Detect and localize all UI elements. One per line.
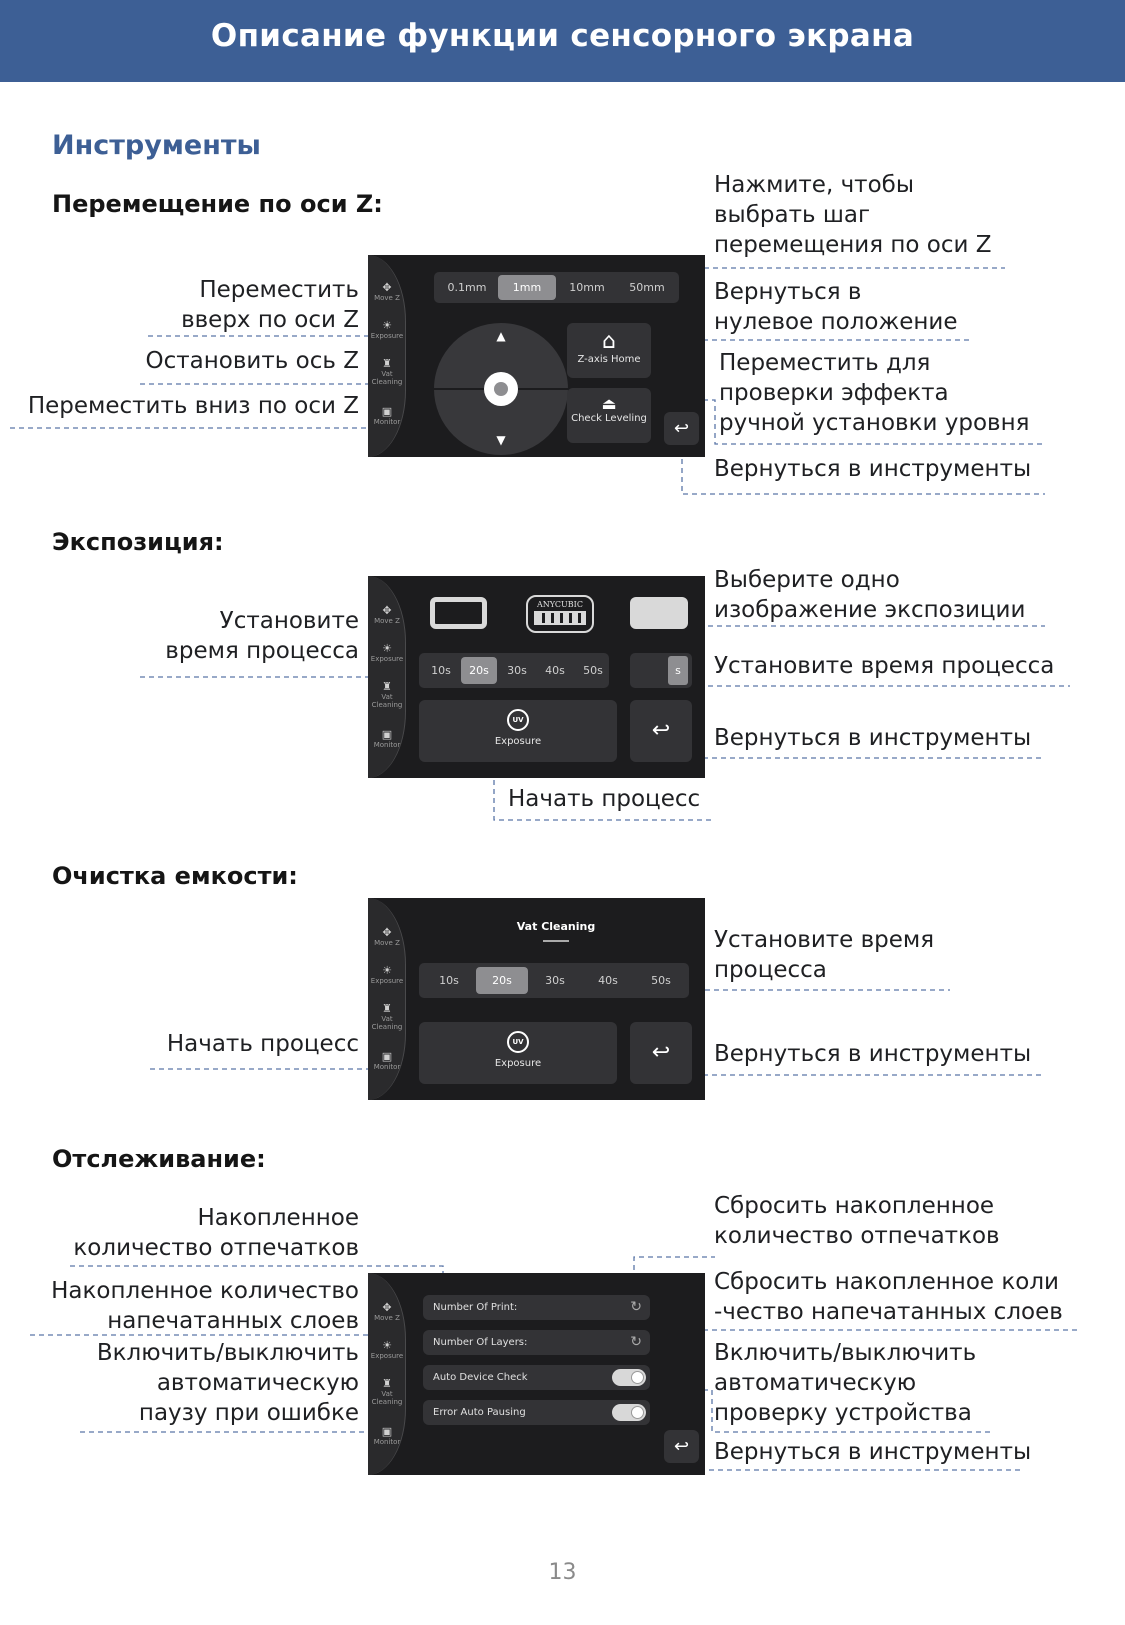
time-30s[interactable]: 30s bbox=[545, 974, 565, 987]
row-number-of-layers: Number Of Layers: ↻ bbox=[423, 1330, 650, 1355]
home-icon: ⌂ bbox=[602, 329, 616, 354]
ann-vat-start: Начать процесс bbox=[166, 1031, 359, 1057]
vat-icon: ♜ bbox=[382, 357, 392, 370]
sidebar bbox=[368, 576, 406, 778]
time-10s[interactable]: 10s bbox=[431, 664, 451, 677]
sidebar-item-move-z[interactable]: ✥ Move Z bbox=[368, 926, 406, 947]
sidebar-item-monitor[interactable]: ▣ Monitor bbox=[368, 728, 406, 749]
back-button[interactable] bbox=[630, 700, 692, 762]
monitor-icon: ▣ bbox=[381, 1050, 393, 1063]
image-option-frame[interactable] bbox=[430, 597, 487, 629]
back-icon: ↩ bbox=[651, 718, 671, 743]
vat-start-button[interactable]: UV Exposure bbox=[419, 1022, 617, 1084]
image-option-logo[interactable] bbox=[526, 595, 594, 633]
exposure-icon: ☀ bbox=[382, 964, 392, 977]
time-50s[interactable]: 50s bbox=[583, 664, 603, 677]
ann-reset-prints: Сбросить накопленное количество отпечатков bbox=[714, 1193, 1000, 1249]
ann-exposure-time-left: Установите время процесса bbox=[165, 608, 359, 664]
sidebar-item-vat[interactable]: ♜ Vat Cleaning bbox=[368, 357, 406, 386]
ann-device-check: Включить/выключить автоматическую проверку устройства bbox=[714, 1340, 977, 1426]
toggle-knob bbox=[631, 1406, 644, 1419]
time-50s[interactable]: 50s bbox=[651, 974, 671, 987]
ann-monitor-back: Вернуться в инструменты bbox=[714, 1439, 1032, 1465]
sidebar-item-exposure[interactable]: ☀ Exposure bbox=[368, 964, 406, 985]
move-z-icon: ✥ bbox=[382, 281, 392, 294]
reset-prints-icon[interactable]: ↻ bbox=[630, 1299, 642, 1315]
exposure-icon: ☀ bbox=[382, 642, 392, 655]
sidebar bbox=[368, 898, 406, 1100]
step-10mm[interactable]: 10mm bbox=[569, 281, 605, 294]
back-icon: ↩ bbox=[673, 1436, 690, 1457]
move-up-button[interactable]: ▲ bbox=[496, 329, 506, 343]
vat-icon: ♜ bbox=[382, 1377, 392, 1390]
back-button[interactable] bbox=[664, 1430, 699, 1463]
sidebar-item-exposure[interactable]: ☀ Exposure bbox=[368, 319, 406, 340]
ann-check-leveling: Переместить для проверки эффекта ручной установки уровня bbox=[719, 350, 1030, 436]
check-leveling-button[interactable]: ⏏ Check Leveling bbox=[567, 388, 651, 443]
time-40s[interactable]: 40s bbox=[545, 664, 565, 677]
back-icon: ↩ bbox=[651, 1040, 671, 1065]
leveling-icon: ⏏ bbox=[601, 394, 617, 413]
sidebar-item-vat[interactable]: ♜ Vat Cleaning bbox=[368, 1377, 406, 1406]
step-0-1mm[interactable]: 0.1mm bbox=[447, 281, 487, 294]
ann-exposure-back: Вернуться в инструменты bbox=[714, 725, 1032, 751]
exposure-section-title: Экспозиция: bbox=[52, 528, 224, 556]
ann-step: Нажмите, чтобы выбрать шаг перемещения по оси Z bbox=[714, 172, 992, 258]
ann-vat-time: Установите время процесса bbox=[714, 927, 935, 983]
ann-exposure-image: Выберите одно изображение экспозиции bbox=[714, 567, 1026, 623]
monitor-icon: ▣ bbox=[381, 728, 393, 741]
sidebar-item-vat[interactable]: ♜ Vat Cleaning bbox=[368, 1002, 406, 1031]
vat-section-title: Очистка емкости: bbox=[52, 862, 298, 890]
error-pausing-toggle[interactable] bbox=[612, 1404, 646, 1421]
pattern-icon bbox=[534, 611, 586, 625]
section-title: Инструменты bbox=[52, 130, 261, 161]
ann-move-up: Переместить вверх по оси Z bbox=[181, 277, 359, 333]
sidebar bbox=[368, 255, 406, 457]
sidebar-item-exposure[interactable]: ☀ Exposure bbox=[368, 1339, 406, 1360]
vat-icon: ♜ bbox=[382, 1002, 392, 1015]
back-icon: ↩ bbox=[673, 418, 690, 439]
time-30s[interactable]: 30s bbox=[507, 664, 527, 677]
ann-pause: Включить/выключить автоматическую паузу при ошибке bbox=[96, 1340, 359, 1426]
device-check-toggle[interactable] bbox=[612, 1369, 646, 1386]
sidebar-item-move-z[interactable]: ✥ Move Z bbox=[368, 281, 406, 302]
time-10s[interactable]: 10s bbox=[439, 974, 459, 987]
move-z-icon: ✥ bbox=[382, 926, 392, 939]
sidebar-item-monitor[interactable]: ▣ Monitor bbox=[368, 1425, 406, 1446]
title-underline bbox=[543, 940, 569, 942]
vat-icon: ♜ bbox=[382, 680, 392, 693]
monitor-icon: ▣ bbox=[381, 405, 393, 418]
row-auto-device-check: Auto Device Check bbox=[423, 1365, 650, 1390]
sidebar-item-vat[interactable]: ♜ Vat Cleaning bbox=[368, 680, 406, 709]
z-home-button[interactable]: ⌂ Z-axis Home bbox=[567, 323, 651, 378]
time-20s[interactable]: 20s bbox=[476, 967, 528, 994]
monitor-section-title: Отслеживание: bbox=[52, 1145, 266, 1173]
ann-layers: Накопленное количество напечатанных слоев bbox=[51, 1278, 359, 1334]
vat-cleaning-screen bbox=[368, 898, 705, 1100]
stop-icon bbox=[494, 382, 508, 396]
vat-screen-title: Vat Cleaning bbox=[516, 920, 596, 933]
ann-move-back: Вернуться в инструменты bbox=[714, 456, 1032, 482]
ann-reset-layers: Сбросить накопленное коли -чество напечатанных слоев bbox=[714, 1269, 1063, 1325]
row-error-auto-pausing: Error Auto Pausing bbox=[423, 1400, 650, 1425]
move-z-screen bbox=[368, 255, 705, 457]
monitor-screen bbox=[368, 1273, 705, 1475]
move-z-icon: ✥ bbox=[382, 1301, 392, 1314]
time-unit: s bbox=[668, 656, 688, 685]
ann-prints: Накопленное количество отпечатков bbox=[73, 1205, 359, 1261]
step-50mm[interactable]: 50mm bbox=[629, 281, 665, 294]
time-selector bbox=[419, 963, 689, 998]
ann-home: Вернуться в нулевое положение bbox=[714, 279, 958, 335]
step-1mm[interactable]: 1mm bbox=[498, 275, 556, 300]
ann-move-down: Переместить вниз по оси Z bbox=[27, 393, 359, 419]
time-20s[interactable]: 20s bbox=[461, 657, 497, 684]
ann-exposure-time-right: Установите время процесса bbox=[714, 653, 1055, 679]
uv-icon: UV bbox=[507, 709, 529, 731]
row-number-of-print: Number Of Print: ↻ bbox=[423, 1295, 650, 1320]
step-selector bbox=[434, 272, 679, 303]
ann-exposure-start: Начать процесс bbox=[508, 786, 701, 812]
back-button[interactable] bbox=[630, 1022, 692, 1084]
toggle-knob bbox=[631, 1371, 644, 1384]
move-section-title: Перемещение по оси Z: bbox=[52, 190, 383, 218]
sidebar-item-monitor[interactable]: ▣ Monitor bbox=[368, 405, 406, 426]
uv-icon: UV bbox=[507, 1031, 529, 1053]
exposure-screen bbox=[368, 576, 705, 778]
exposure-start-button[interactable]: UV Exposure bbox=[419, 700, 617, 762]
sidebar-item-monitor[interactable]: ▣ Monitor bbox=[368, 1050, 406, 1071]
time-40s[interactable]: 40s bbox=[598, 974, 618, 987]
move-down-button[interactable]: ▼ bbox=[496, 433, 506, 447]
back-button[interactable] bbox=[664, 412, 699, 445]
image-option-solid[interactable] bbox=[630, 597, 688, 629]
reset-layers-icon[interactable]: ↻ bbox=[630, 1334, 642, 1350]
sidebar bbox=[368, 1273, 406, 1475]
exposure-icon: ☀ bbox=[382, 1339, 392, 1352]
monitor-icon: ▣ bbox=[381, 1425, 393, 1438]
sidebar-item-move-z[interactable]: ✥ Move Z bbox=[368, 1301, 406, 1322]
page-title: Описание функции сенсорного экрана bbox=[210, 18, 915, 54]
ann-vat-back: Вернуться в инструменты bbox=[714, 1041, 1032, 1067]
ann-stop-z: Остановить ось Z bbox=[145, 348, 359, 374]
sidebar-item-exposure[interactable]: ☀ Exposure bbox=[368, 642, 406, 663]
exposure-icon: ☀ bbox=[382, 319, 392, 332]
move-z-icon: ✥ bbox=[382, 604, 392, 617]
z-joystick bbox=[434, 323, 568, 455]
stop-button[interactable] bbox=[484, 372, 518, 406]
time-selector bbox=[419, 653, 609, 688]
anycubic-logo: ANYCUBIC bbox=[537, 600, 583, 609]
sidebar-item-move-z[interactable]: ✥ Move Z bbox=[368, 604, 406, 625]
page-number: 13 bbox=[548, 1560, 577, 1585]
custom-time-input[interactable] bbox=[630, 653, 692, 688]
